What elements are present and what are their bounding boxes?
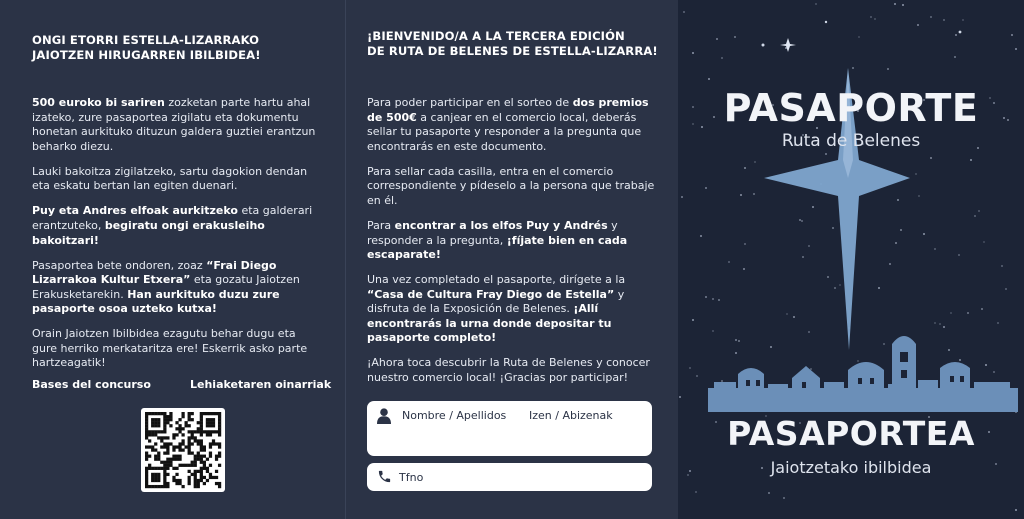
bold-text: dos premios de 500€	[367, 96, 649, 124]
bold-text: “Casa de Cultura Fray Diego de Estella”	[367, 287, 615, 301]
bold-text: 500 euroko bi sariren	[32, 96, 165, 109]
paragraph	[367, 165, 659, 209]
cover-panel	[678, 0, 1024, 519]
text: ¡Ahora toca descubrir la Ruta de Belenes y conocer nuestro comercio local! ¡Gracias por participar!	[367, 356, 650, 385]
heading-line: ONGI ETORRI ESTELLA-LIZARRAKO	[32, 33, 260, 47]
text: Para poder participar en el sorteo de	[367, 96, 573, 109]
phone-field[interactable]	[367, 463, 652, 491]
text: a canjear en el comercio local, deberás sellar tu pasaporte y responder a la pregunta que encontrarás en este documento.	[367, 110, 642, 153]
bold-text: encontrar a los elfos Puy y Andrés	[394, 218, 608, 232]
qr-code-image	[141, 408, 225, 492]
heading-spanish	[367, 29, 658, 59]
text: Pasaportea bete ondoren, zoaz	[32, 258, 207, 272]
body-text-spanish	[367, 96, 659, 396]
panel-spanish	[345, 0, 678, 519]
heading-basque	[32, 33, 261, 63]
heading-line: DE RUTA DE BELENES DE ESTELLA-LIZARRA!	[367, 44, 658, 58]
paragraph	[367, 356, 659, 385]
bold-text: “Frai Diego Lizarrakoa Kultur Etxera”	[32, 258, 277, 287]
text: Lauki bakoitza zigilatzeko, sartu dagokion dendan eta eskatu bertan lan egiten duenari.	[32, 164, 308, 193]
bold-text: ¡Allí encontrarás la urna donde depositar tu pasaporte completo!	[367, 302, 612, 345]
text: Para	[367, 218, 395, 232]
heading-line: JAIOTZEN HIRUGARREN IBILBIDEA!	[32, 48, 261, 62]
bold-text: ¡fíjate bien en cada escaparate!	[367, 233, 628, 262]
body-text-basque	[32, 96, 318, 381]
paragraph	[367, 273, 659, 346]
name-label: Nombre / Apellidos	[402, 409, 507, 422]
paragraph	[32, 259, 318, 317]
qr-code[interactable]	[141, 408, 225, 492]
text: Orain Jaiotzen Ibilbidea ezagutu behar dugu eta gure herriko merkataritza ere! Eskerrik asko parte hartzeagatik!	[32, 327, 308, 370]
text: zozketan parte hartu ahal izateko, zure pasaportea zigilatu eta dokumentu honetan aurkituko dituzun galdera guztiei erantzun beharko diezu.	[32, 96, 316, 153]
text: eta gozatu Jaiotzen Erakusketarekin.	[32, 273, 300, 301]
panel-basque	[0, 0, 345, 519]
cover-title: PASAPORTE	[723, 86, 979, 130]
rules-link-eu[interactable]: Lehiaketaren oinarriak	[190, 378, 332, 391]
rules-link-es[interactable]: Bases del concurso	[32, 378, 151, 391]
bold-text: begiratu ongi erakusleiho bakoitzari!	[32, 218, 265, 247]
cover-subtitle-eu: Jaiotzetako ibilbidea	[770, 458, 932, 477]
phone-icon	[377, 469, 392, 488]
text: y responder a la pregunta,	[367, 218, 618, 247]
text: Una vez completado el pasaporte, dirígete a la	[367, 273, 626, 287]
bold-text: Puy eta Andres elfoak aurkitzeko	[32, 204, 238, 218]
paragraph	[32, 165, 318, 194]
paragraph	[367, 219, 659, 263]
text: y disfruta de la Exposición de Belenes.	[367, 287, 625, 316]
phone-label: Tfno	[399, 471, 424, 484]
paragraph	[32, 327, 318, 371]
bold-text: Han aurkituko duzu zure pasaporte osoa uzteko kutxa!	[32, 287, 280, 316]
cover-subtitle: Ruta de Belenes	[781, 131, 921, 151]
text: eta galderari erantzuteko,	[32, 204, 313, 232]
cover-title-eu: PASAPORTEA	[727, 414, 975, 453]
paragraph	[32, 96, 318, 154]
heading-line: ¡BIENVENIDO/A A LA TERCERA EDICIÓN	[367, 29, 625, 43]
paragraph	[367, 96, 659, 154]
text: Para sellar cada casilla, entra en el comercio correspondiente y pídeselo a la persona que trabaje en él.	[367, 164, 655, 207]
paragraph	[32, 204, 318, 248]
name-field[interactable]	[367, 401, 652, 456]
name-label-eu: Izen / Abizenak	[529, 409, 613, 422]
person-icon	[377, 408, 391, 428]
